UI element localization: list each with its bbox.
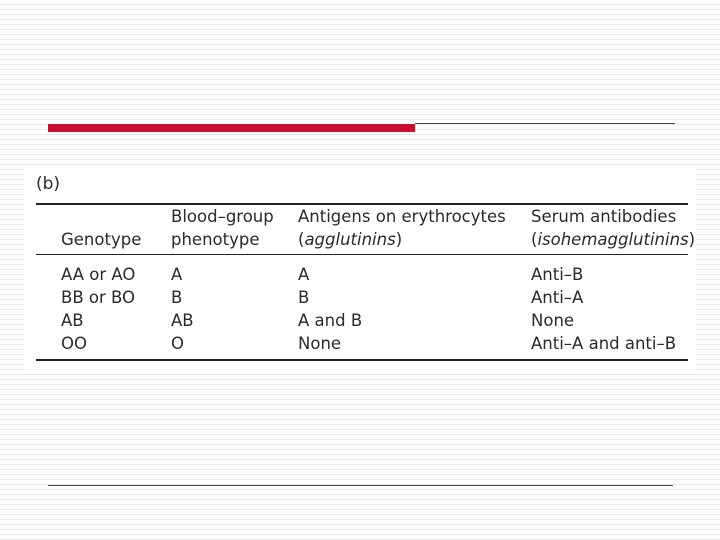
cell-antigens: A <box>298 265 310 284</box>
title-accent-bar <box>48 124 415 132</box>
paren-close: ) <box>395 230 403 249</box>
paren-open: ( <box>298 230 305 249</box>
cell-antibodies: Anti–B <box>531 265 584 284</box>
cell-phenotype: B <box>171 288 183 307</box>
blood-group-table <box>24 166 696 372</box>
cell-antigens: None <box>298 334 342 353</box>
cell-antibodies: Anti–A and anti–B <box>531 334 677 353</box>
table-top-rule <box>36 203 688 205</box>
cell-genotype: BB or BO <box>61 288 136 307</box>
header-antigens-line1: Antigens on erythrocytes <box>298 207 506 226</box>
header-antibodies-line1: Serum antibodies <box>531 207 677 226</box>
cell-antigens: B <box>298 288 310 307</box>
paren-open: ( <box>531 230 538 249</box>
cell-genotype: AB <box>61 311 84 330</box>
header-phenotype-line1: Blood–group <box>171 207 274 226</box>
cell-antigens: A and B <box>298 311 363 330</box>
header-genotype: Genotype <box>61 230 142 249</box>
table-bottom-rule <box>36 359 688 361</box>
cell-phenotype: A <box>171 265 183 284</box>
header-antigens-line2 <box>298 229 402 251</box>
cell-genotype: OO <box>61 334 87 353</box>
cell-antibodies: Anti–A <box>531 288 584 307</box>
header-antibodies-italic: isohemagglutinins <box>537 230 689 249</box>
header-phenotype-line2: phenotype <box>171 230 260 249</box>
cell-phenotype: O <box>171 334 184 353</box>
title-accent-line <box>415 123 675 124</box>
footer-accent-line <box>48 485 673 486</box>
cell-antibodies: None <box>531 311 575 330</box>
figure-label: (b) <box>36 174 61 194</box>
table-header-rule <box>36 254 688 255</box>
paren-close: ) <box>688 230 696 249</box>
header-antibodies-line2 <box>531 229 695 251</box>
header-antigens-italic: agglutinins <box>304 230 396 249</box>
cell-genotype: AA or AO <box>61 265 136 284</box>
cell-phenotype: AB <box>171 311 194 330</box>
